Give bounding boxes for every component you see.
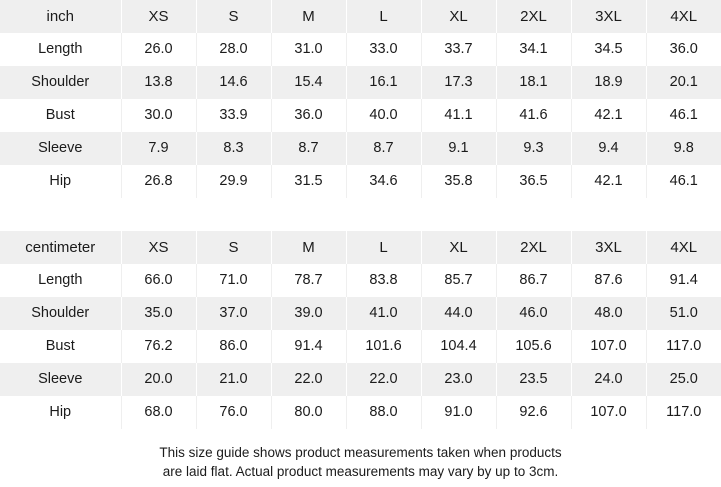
cell-hip-2xl: 92.6 <box>496 396 571 429</box>
table-spacer-cell <box>0 198 721 231</box>
column-header-m: M <box>271 0 346 33</box>
unit-label-centimeter: centimeter <box>0 231 121 264</box>
size-table-centimeter <box>0 231 721 429</box>
cell-bust-3xl: 107.0 <box>571 330 646 363</box>
cell-bust-s: 86.0 <box>196 330 271 363</box>
cell-length-3xl: 87.6 <box>571 264 646 297</box>
cell-hip-m: 80.0 <box>271 396 346 429</box>
cell-shoulder-l: 16.1 <box>346 66 421 99</box>
row-label-hip: Hip <box>0 165 121 198</box>
table-row <box>0 99 721 132</box>
cell-sleeve-4xl: 25.0 <box>646 363 721 396</box>
cell-sleeve-l: 22.0 <box>346 363 421 396</box>
cell-hip-4xl: 46.1 <box>646 165 721 198</box>
cell-sleeve-2xl: 23.5 <box>496 363 571 396</box>
column-header-3xl: 3XL <box>571 231 646 264</box>
row-label-bust: Bust <box>0 330 121 363</box>
cell-length-3xl: 34.5 <box>571 33 646 66</box>
cell-bust-xl: 41.1 <box>421 99 496 132</box>
footnote-line-1: This size guide shows product measurements taken when products <box>159 445 562 460</box>
cell-shoulder-4xl: 51.0 <box>646 297 721 330</box>
table-header-row-centimeter <box>0 231 721 264</box>
column-header-s: S <box>196 0 271 33</box>
cell-shoulder-s: 14.6 <box>196 66 271 99</box>
column-header-xl: XL <box>421 231 496 264</box>
table-row <box>0 165 721 198</box>
cell-shoulder-m: 15.4 <box>271 66 346 99</box>
cell-length-s: 28.0 <box>196 33 271 66</box>
cell-hip-3xl: 42.1 <box>571 165 646 198</box>
column-header-3xl: 3XL <box>571 0 646 33</box>
cell-length-2xl: 34.1 <box>496 33 571 66</box>
cell-sleeve-2xl: 9.3 <box>496 132 571 165</box>
cell-sleeve-xl: 9.1 <box>421 132 496 165</box>
cell-sleeve-3xl: 24.0 <box>571 363 646 396</box>
cell-length-s: 71.0 <box>196 264 271 297</box>
table-row <box>0 363 721 396</box>
size-table-inch <box>0 0 721 231</box>
cell-shoulder-2xl: 18.1 <box>496 66 571 99</box>
cell-length-xs: 26.0 <box>121 33 196 66</box>
table-row <box>0 132 721 165</box>
row-label-length: Length <box>0 264 121 297</box>
cell-shoulder-3xl: 18.9 <box>571 66 646 99</box>
cell-sleeve-m: 8.7 <box>271 132 346 165</box>
cell-hip-4xl: 117.0 <box>646 396 721 429</box>
cell-hip-xs: 26.8 <box>121 165 196 198</box>
column-header-xs: XS <box>121 0 196 33</box>
cell-shoulder-xl: 17.3 <box>421 66 496 99</box>
cell-length-4xl: 36.0 <box>646 33 721 66</box>
row-label-sleeve: Sleeve <box>0 363 121 396</box>
column-header-l: L <box>346 231 421 264</box>
cell-bust-2xl: 105.6 <box>496 330 571 363</box>
cell-bust-4xl: 46.1 <box>646 99 721 132</box>
row-label-sleeve: Sleeve <box>0 132 121 165</box>
cell-shoulder-s: 37.0 <box>196 297 271 330</box>
table-row <box>0 33 721 66</box>
cell-sleeve-3xl: 9.4 <box>571 132 646 165</box>
cell-shoulder-3xl: 48.0 <box>571 297 646 330</box>
cell-bust-l: 40.0 <box>346 99 421 132</box>
footnote-line-2: are laid flat. Actual product measurements may vary by up to 3cm. <box>162 464 559 479</box>
cell-sleeve-xs: 7.9 <box>121 132 196 165</box>
cell-shoulder-2xl: 46.0 <box>496 297 571 330</box>
cell-length-xl: 33.7 <box>421 33 496 66</box>
table-row <box>0 396 721 429</box>
column-header-xs: XS <box>121 231 196 264</box>
unit-label-inch: inch <box>0 0 121 33</box>
cell-bust-l: 101.6 <box>346 330 421 363</box>
cell-hip-l: 88.0 <box>346 396 421 429</box>
row-label-length: Length <box>0 33 121 66</box>
cell-hip-m: 31.5 <box>271 165 346 198</box>
row-label-shoulder: Shoulder <box>0 297 121 330</box>
cell-bust-2xl: 41.6 <box>496 99 571 132</box>
cell-bust-xl: 104.4 <box>421 330 496 363</box>
cell-bust-3xl: 42.1 <box>571 99 646 132</box>
cell-hip-s: 76.0 <box>196 396 271 429</box>
cell-sleeve-4xl: 9.8 <box>646 132 721 165</box>
column-header-4xl: 4XL <box>646 0 721 33</box>
cell-length-xs: 66.0 <box>121 264 196 297</box>
cell-bust-m: 36.0 <box>271 99 346 132</box>
table-row <box>0 330 721 363</box>
table-row <box>0 297 721 330</box>
cell-shoulder-xs: 35.0 <box>121 297 196 330</box>
column-header-xl: XL <box>421 0 496 33</box>
cell-sleeve-s: 8.3 <box>196 132 271 165</box>
cell-shoulder-xs: 13.8 <box>121 66 196 99</box>
cell-bust-xs: 76.2 <box>121 330 196 363</box>
column-header-2xl: 2XL <box>496 0 571 33</box>
cell-length-l: 33.0 <box>346 33 421 66</box>
cell-shoulder-m: 39.0 <box>271 297 346 330</box>
cell-bust-xs: 30.0 <box>121 99 196 132</box>
cell-hip-l: 34.6 <box>346 165 421 198</box>
table-row <box>0 66 721 99</box>
cell-bust-m: 91.4 <box>271 330 346 363</box>
cell-shoulder-4xl: 20.1 <box>646 66 721 99</box>
cell-length-2xl: 86.7 <box>496 264 571 297</box>
cell-length-xl: 85.7 <box>421 264 496 297</box>
cell-sleeve-l: 8.7 <box>346 132 421 165</box>
column-header-l: L <box>346 0 421 33</box>
cell-shoulder-l: 41.0 <box>346 297 421 330</box>
row-label-hip: Hip <box>0 396 121 429</box>
row-label-shoulder: Shoulder <box>0 66 121 99</box>
size-guide-footnote <box>0 429 721 481</box>
column-header-4xl: 4XL <box>646 231 721 264</box>
column-header-m: M <box>271 231 346 264</box>
cell-hip-xs: 68.0 <box>121 396 196 429</box>
cell-length-l: 83.8 <box>346 264 421 297</box>
column-header-2xl: 2XL <box>496 231 571 264</box>
table-row <box>0 264 721 297</box>
column-header-s: S <box>196 231 271 264</box>
cell-hip-2xl: 36.5 <box>496 165 571 198</box>
cell-shoulder-xl: 44.0 <box>421 297 496 330</box>
cell-bust-s: 33.9 <box>196 99 271 132</box>
cell-length-m: 31.0 <box>271 33 346 66</box>
cell-sleeve-m: 22.0 <box>271 363 346 396</box>
row-label-bust: Bust <box>0 99 121 132</box>
table-spacer-row <box>0 198 721 231</box>
cell-hip-3xl: 107.0 <box>571 396 646 429</box>
cell-hip-xl: 35.8 <box>421 165 496 198</box>
cell-length-4xl: 91.4 <box>646 264 721 297</box>
cell-hip-xl: 91.0 <box>421 396 496 429</box>
table-header-row-inch <box>0 0 721 33</box>
cell-bust-4xl: 117.0 <box>646 330 721 363</box>
cell-sleeve-xl: 23.0 <box>421 363 496 396</box>
cell-length-m: 78.7 <box>271 264 346 297</box>
cell-sleeve-s: 21.0 <box>196 363 271 396</box>
cell-sleeve-xs: 20.0 <box>121 363 196 396</box>
cell-hip-s: 29.9 <box>196 165 271 198</box>
